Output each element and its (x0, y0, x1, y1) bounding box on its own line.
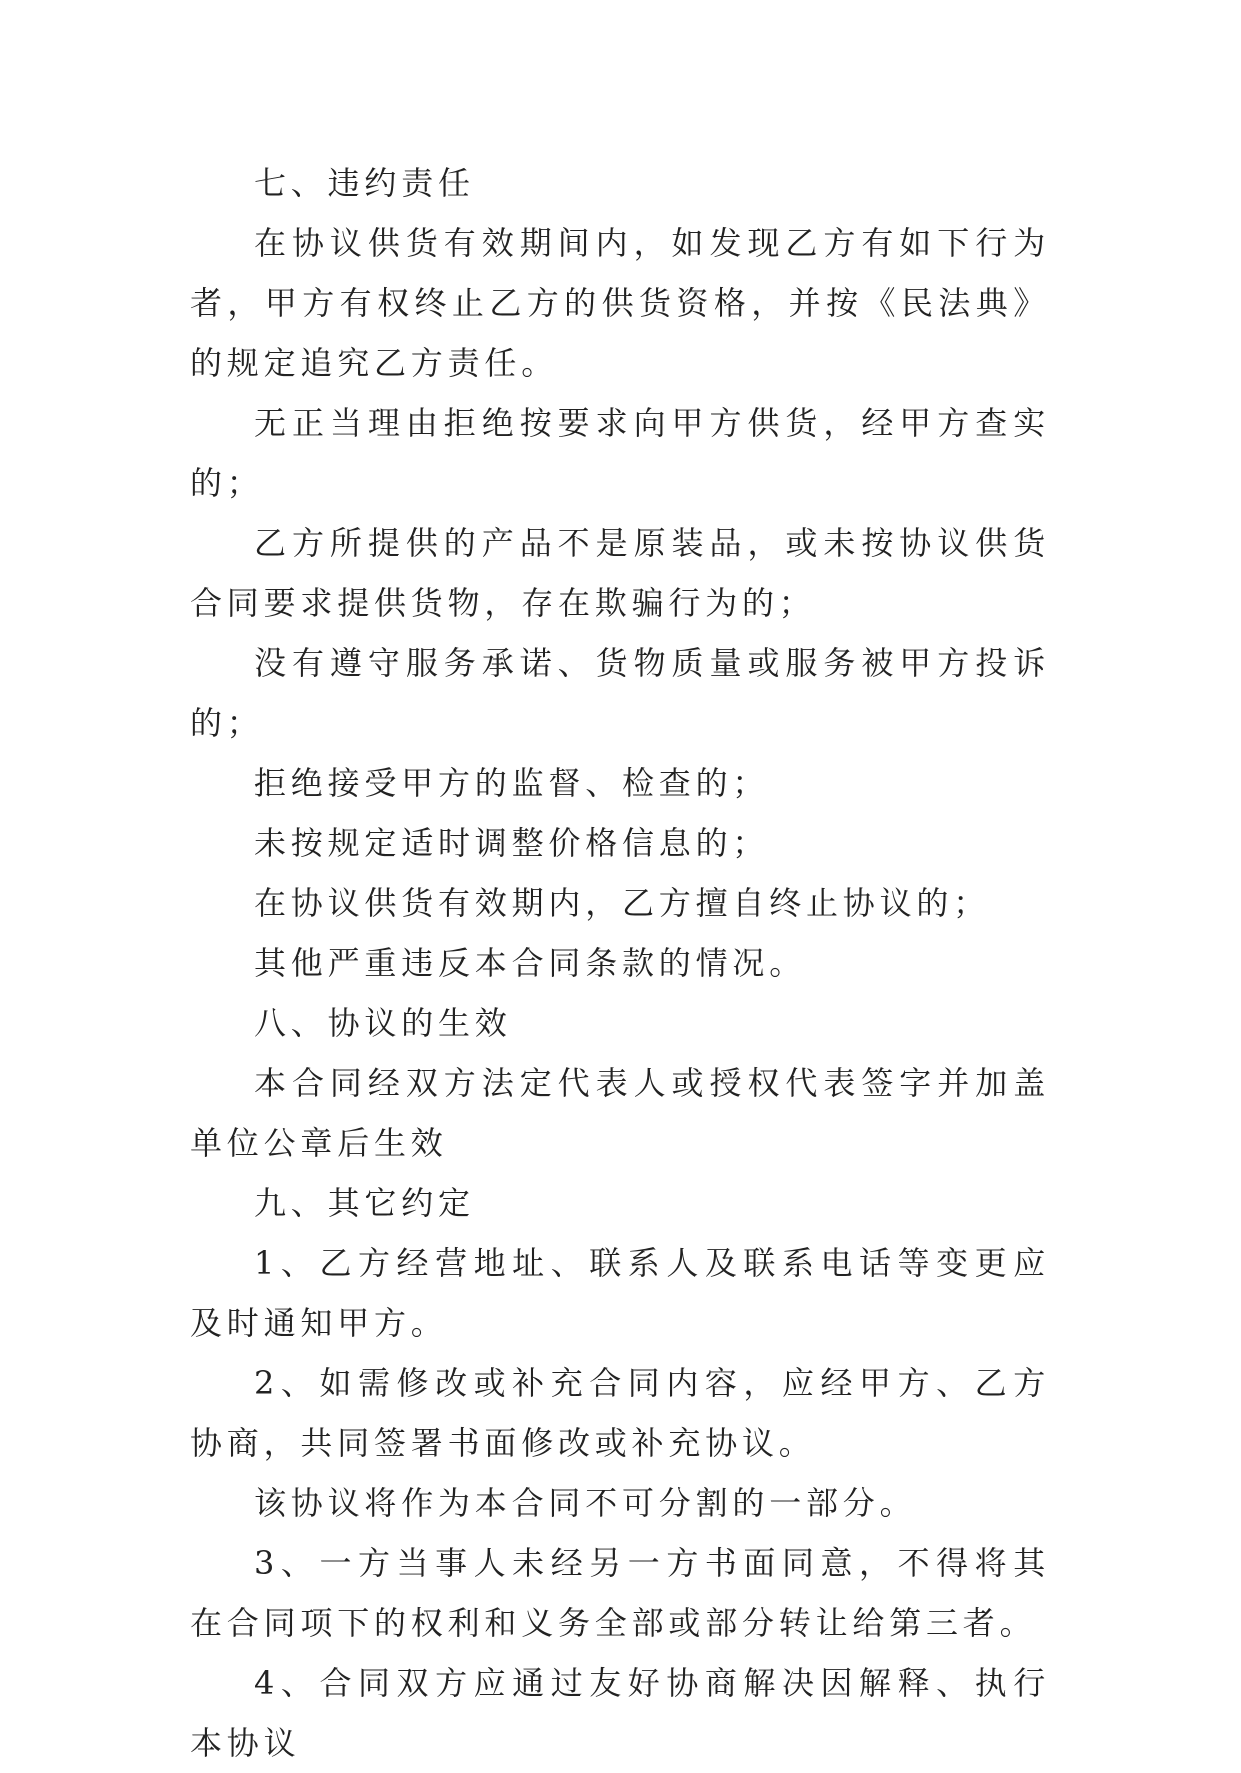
clause-item: 2、如需修改或补充合同内容，应经甲方、乙方协商，共同签署书面修改或补充协议。 (190, 1364, 1050, 1462)
paragraph: 在协议供货有效期间内，如发现乙方有如下行为者，甲方有权终止乙方的供货资格，并按《民法典》的规定追究乙方责任。 (190, 224, 1050, 382)
section-heading-breach: 七、违约责任 (254, 164, 475, 202)
clause-item: 1、乙方经营地址、联系人及联系电话等变更应及时通知甲方。 (190, 1244, 1050, 1342)
paragraph: 该协议将作为本合同不可分割的一部分。 (254, 1484, 917, 1522)
section-heading-effect: 八、协议的生效 (254, 1004, 512, 1042)
list-item: 其他严重违反本合同条款的情况。 (254, 944, 807, 982)
paragraph: 本合同经双方法定代表人或授权代表签字并加盖单位公章后生效 (190, 1064, 1050, 1162)
list-item: 拒绝接受甲方的监督、检查的； (254, 764, 770, 802)
clause-item: 3、一方当事人未经另一方书面同意，不得将其在合同项下的权利和义务全部或部分转让给第三者。 (190, 1544, 1050, 1642)
list-item: 在协议供货有效期内，乙方擅自终止协议的； (254, 884, 991, 922)
list-item: 未按规定适时调整价格信息的； (254, 824, 770, 862)
list-item: 乙方所提供的产品不是原装品，或未按协议供货合同要求提供货物，存在欺骗行为的； (190, 524, 1050, 622)
clause-item: 4、合同双方应通过友好协商解决因解释、执行本协议 (190, 1664, 1050, 1762)
list-item: 没有遵守服务承诺、货物质量或服务被甲方投诉的； (190, 644, 1050, 742)
document-body (190, 153, 1050, 1773)
list-item: 无正当理由拒绝按要求向甲方供货，经甲方查实的； (190, 404, 1050, 502)
section-heading-other: 九、其它约定 (254, 1184, 475, 1222)
